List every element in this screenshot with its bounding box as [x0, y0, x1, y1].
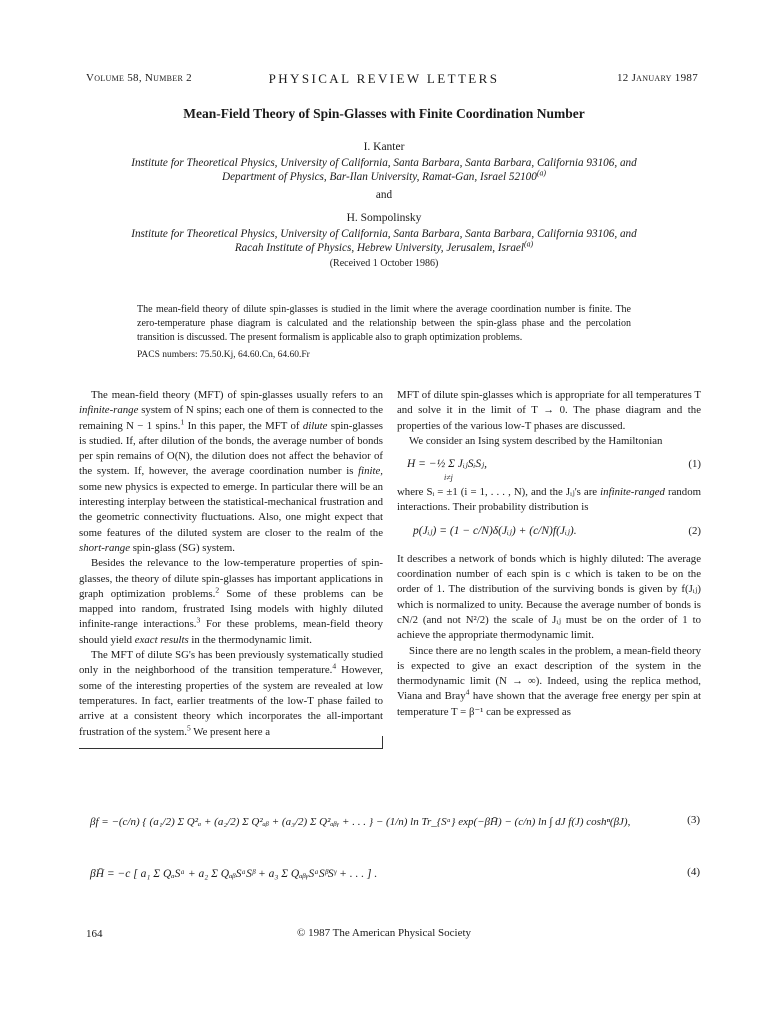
header-volume: Volume 58, Number 2 — [86, 72, 192, 84]
left-column — [79, 388, 383, 740]
author-kanter: I. Kanter — [363, 141, 405, 153]
received-date: (Received 1 October 1986) — [329, 258, 439, 269]
paragraph: We consider an Ising system described by the Hamiltonian — [409, 434, 663, 447]
equation-3-number: (3) — [687, 814, 700, 826]
paragraph: where Sᵢ = ±1 (i = 1, . . . , N), and the Jᵢⱼ's are infinite-ranged random interactions. Their probability distribution is — [397, 486, 701, 514]
equation-2-number: (2) — [688, 524, 701, 537]
author-sompolinsky: H. Sompolinsky — [346, 212, 422, 224]
paragraph: MFT of dilute spin-glasses which is appropriate for all temperatures T and solve it in the limit of T → 0. The phase diagram and the properties of the various low-T phases are discussed. — [397, 389, 701, 432]
and-separator: and — [375, 189, 393, 201]
affiliation-sompolinsky-line1: Institute for Theoretical Physics, University of California, Santa Barbara, Santa Barbara, California 93106, and — [131, 228, 637, 240]
paragraph: The mean-field theory (MFT) of spin-glasses usually refers to an infinite-range system of N spins; each one of them is connected to the remaining N − 1 spins.$^1$ In this paper, the MFT of dilute spin-glasses is studied. If, after dilution of the bonds, the average number of bonds per spin remains of O(N), the dilution does not affect the behavior of the system. If, however, the average coordination number is finite, some new physics is expected to emerge. In particular there will be an interesting interplay between the statistical-mechanical frustration and the geometric connectivity fluctuations. Also, one might expect that some features of the diluted system are closer to the realm of the short-range spin-glass (SG) system. — [79, 389, 383, 554]
equation-2: p(Jᵢⱼ) = (1 − c/N)δ(Jᵢⱼ) + (c/N)f(Jᵢⱼ). (2) — [397, 522, 701, 544]
equation-1-subscript: i≠j — [444, 473, 453, 483]
paragraph: Besides the relevance to the low-temperature properties of spin-glasses, the theory of dilute spin-glasses has important applications in graph optimization problems.$^2$ Some of these problems can be mapped into random, frustrated Ising models with highly diluted infinite-range interactions.$^3$ For these problems, mean-field theory should yield exact results in the thermodynamic limit. — [79, 557, 384, 646]
page-number: 164 — [86, 928, 103, 940]
equation-1: H = −½ Σ JᵢⱼSᵢSⱼ, i≠j (1) — [397, 455, 701, 477]
right-column — [397, 388, 701, 720]
paragraph: The MFT of dilute SG's has been previously systematically studied only in the neighborhood of the transition temperature.$^4$ However, some of the interesting properties of the system are revealed at low temperatures. In fact, earlier treatments of the low-T phase failed to arrive at a consistent theory which incorporates the all-important frustration of the system.$^5$ We present here a — [79, 649, 383, 738]
journal-name: PHYSICAL REVIEW LETTERS — [268, 71, 500, 86]
header-date: 12 January 1987 — [616, 72, 698, 84]
abstract: The mean-field theory of dilute spin-glasses is studied in the limit where the average coordination number is finite. The zero-temperature phase diagram is calculated and the relationship between the spin-glass phase and the percolation transition is discussed. The present formalism is applicable also to graph optimization problems. — [137, 304, 631, 343]
paragraph: It describes a network of bonds which is highly diluted: The average coordination number of each spin is c which is taken to be on the order of 1. The distribution of the surviving bonds is given by f(Jᵢⱼ) which is normalized to unity. Because the average number of bonds is cN/2 (and not N²/2) the scale of Jᵢⱼ must be on the order of 1 to achieve the appropriate thermodynamic limit. — [397, 552, 701, 642]
column-end-rule-tick — [382, 736, 383, 748]
copyright: © 1987 The American Physical Society — [296, 927, 472, 939]
equation-1-number: (1) — [688, 458, 701, 471]
affiliation-sompolinsky-line2: Racah Institute of Physics, Hebrew University, Jerusalem, Israel$^{(a)}$ — [234, 239, 534, 254]
equation-3: βf = −(c/n) { (a₁/2) Σ Q²ₐ + (a₂/2) Σ Q²ₐᵦ + (a₃/2) Σ Q²ₐᵦᵧ + . . . } − (1/n) ln Tr_{Sᵃ} exp(−βH̄) − (c/n) ln ∫ dJ f(J) coshⁿ(βJ), (3) — [90, 814, 700, 828]
affiliation-kanter-line1: Institute for Theoretical Physics, University of California, Santa Barbara, Santa Barbara, California 93106, and — [131, 157, 637, 169]
equation-4: βH̄ = −c [ a₁ Σ QₐSᵃ + a₂ Σ QₐᵦSᵃSᵝ + a₃ Σ QₐᵦᵧSᵃSᵝSᵞ + . . . ] . (4) — [90, 866, 700, 880]
paragraph: Since there are no length scales in the problem, a mean-field theory is expected to give an exact description of the system in the thermodynamic limit (N → ∞). Indeed, using the replica method, Viana and Bray$^4$ have shown that the average free energy per spin at temperature T = β⁻¹ can be expressed as — [397, 644, 701, 718]
equation-4-number: (4) — [687, 866, 700, 878]
column-end-rule — [79, 748, 383, 749]
affiliation-kanter-line2: Department of Physics, Bar-Ilan University, Ramat-Gan, Israel 52100$^{(a)}$ — [222, 168, 546, 183]
paper-title: Mean-Field Theory of Spin-Glasses with Finite Coordination Number — [183, 106, 585, 121]
pacs-numbers: PACS numbers: 75.50.Kj, 64.60.Cn, 64.60.Fr — [137, 350, 310, 360]
